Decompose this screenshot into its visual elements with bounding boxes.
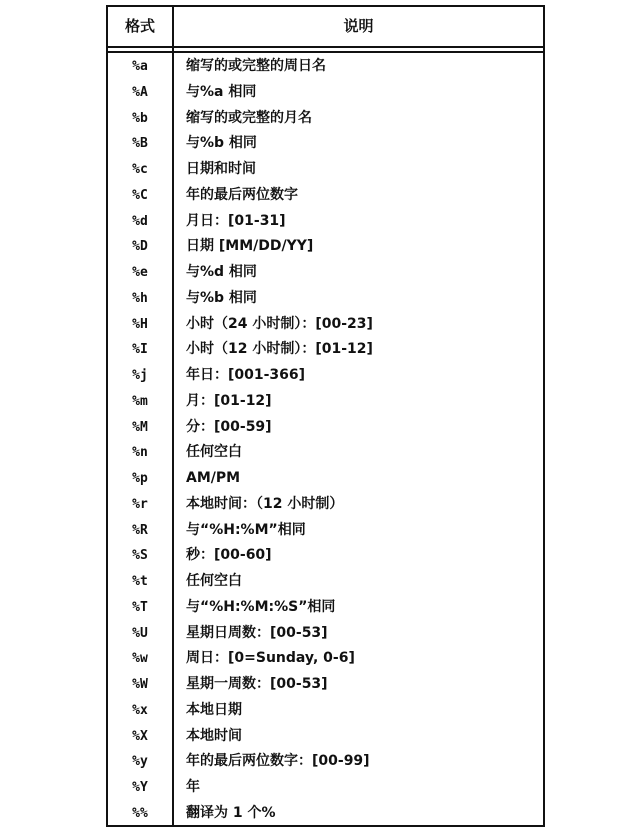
table-row [108, 389, 543, 415]
format-cell: %p [132, 471, 148, 486]
format-cell: %j [132, 368, 148, 383]
format-cell: %S [132, 548, 148, 564]
description-cell: AM/PM [186, 470, 241, 486]
description-cell: 翻译为 1 个% [186, 804, 276, 821]
table-row [108, 286, 543, 312]
description-cell: 小时（24 小时制）：[00-23] [186, 315, 373, 332]
format-cell: %B [132, 136, 148, 152]
format-cell: %A [132, 84, 148, 100]
table-body [108, 54, 543, 827]
table-row [108, 646, 543, 672]
table-row [108, 672, 543, 698]
description-cell: 年日：[001-366] [186, 367, 306, 383]
table-row [108, 698, 543, 724]
description-cell: 本地时间：（12 小时制） [186, 495, 344, 512]
table-row [108, 801, 543, 827]
description-cell: 与“%H:%M:%S”相同 [186, 598, 336, 615]
description-cell: 与%d 相同 [186, 264, 257, 280]
description-cell: 任何空白 [186, 573, 242, 589]
table-row [108, 260, 543, 286]
table-row [108, 569, 543, 595]
table-row [108, 749, 543, 775]
table-row [108, 209, 543, 235]
format-cell: %W [132, 677, 148, 692]
description-cell: 日期和时间 [186, 161, 256, 177]
description-cell: 与“%H:%M”相同 [186, 521, 306, 538]
format-cell: %% [132, 805, 148, 821]
format-cell: %e [132, 265, 148, 280]
header-double-rule [108, 51, 543, 53]
description-cell: 月日：[01-31] [186, 212, 286, 229]
table-row [108, 775, 543, 801]
description-cell: 与%a 相同 [186, 83, 257, 100]
description-cell: 秒：[00-60] [186, 547, 272, 564]
table-row [108, 54, 543, 80]
format-cell: %t [132, 574, 148, 589]
description-cell: 星期一周数：[00-53] [186, 676, 328, 692]
description-cell: 本地时间 [186, 727, 242, 744]
format-cell: %I [132, 342, 148, 358]
format-cell: %c [132, 162, 148, 177]
table-row [108, 440, 543, 466]
description-cell: 与%b 相同 [186, 289, 257, 306]
format-cell: %h [132, 290, 148, 306]
table-row [108, 157, 543, 183]
table-row [108, 312, 543, 338]
table-row [108, 80, 543, 106]
format-cell: %r [132, 496, 148, 512]
format-cell: %m [132, 393, 148, 409]
format-cell: %R [132, 522, 148, 538]
format-cell: %U [132, 625, 148, 641]
table-row [108, 131, 543, 157]
description-cell: 星期日周数：[00-53] [186, 624, 328, 641]
table-row [108, 337, 543, 363]
description-cell: 缩写的或完整的周日名 [186, 58, 326, 74]
format-table [106, 5, 545, 827]
format-cell: %a [132, 59, 148, 74]
format-cell: %X [132, 728, 148, 744]
format-cell: %C [132, 187, 148, 203]
description-cell: 本地日期 [186, 701, 242, 718]
table-row [108, 415, 543, 441]
header-format: 格式 [124, 17, 155, 35]
format-cell: %y [132, 754, 148, 770]
table-row [108, 183, 543, 209]
table-row [108, 543, 543, 569]
format-cell: %T [132, 599, 148, 615]
format-cell: %Y [132, 780, 148, 795]
description-cell: 分：[00-59] [186, 418, 272, 435]
table-row [108, 518, 543, 544]
table-row [108, 724, 543, 750]
table-row [108, 234, 543, 260]
table-row [108, 492, 543, 518]
description-cell: 缩写的或完整的月名 [186, 109, 312, 126]
format-cell: %w [132, 651, 148, 667]
description-cell: 任何空白 [186, 444, 242, 461]
description-cell: 小时（12 小时制）：[01-12] [186, 341, 373, 358]
description-cell: 与%b 相同 [186, 135, 257, 152]
format-cell: %d [132, 213, 148, 229]
description-cell: 年的最后两位数字：[00-99] [186, 753, 370, 770]
description-cell: 年 [186, 779, 200, 795]
format-cell: %D [132, 239, 148, 255]
table-row [108, 621, 543, 647]
description-cell: 日期 [MM/DD/YY] [186, 238, 314, 255]
header-description: 说明 [343, 17, 374, 35]
description-cell: 月：[01-12] [186, 392, 272, 409]
format-cell: %b [132, 110, 148, 126]
table-row [108, 106, 543, 132]
table-header [108, 7, 543, 48]
table-row [108, 363, 543, 389]
format-cell: %n [132, 445, 148, 461]
description-cell: 周日：[0=Sunday, 0-6] [186, 650, 355, 667]
description-cell: 年的最后两位数字 [186, 186, 298, 203]
table-row [108, 466, 543, 492]
table-row [108, 595, 543, 621]
format-cell: %x [132, 702, 148, 718]
format-cell: %M [132, 419, 148, 435]
format-cell: %H [132, 316, 148, 332]
